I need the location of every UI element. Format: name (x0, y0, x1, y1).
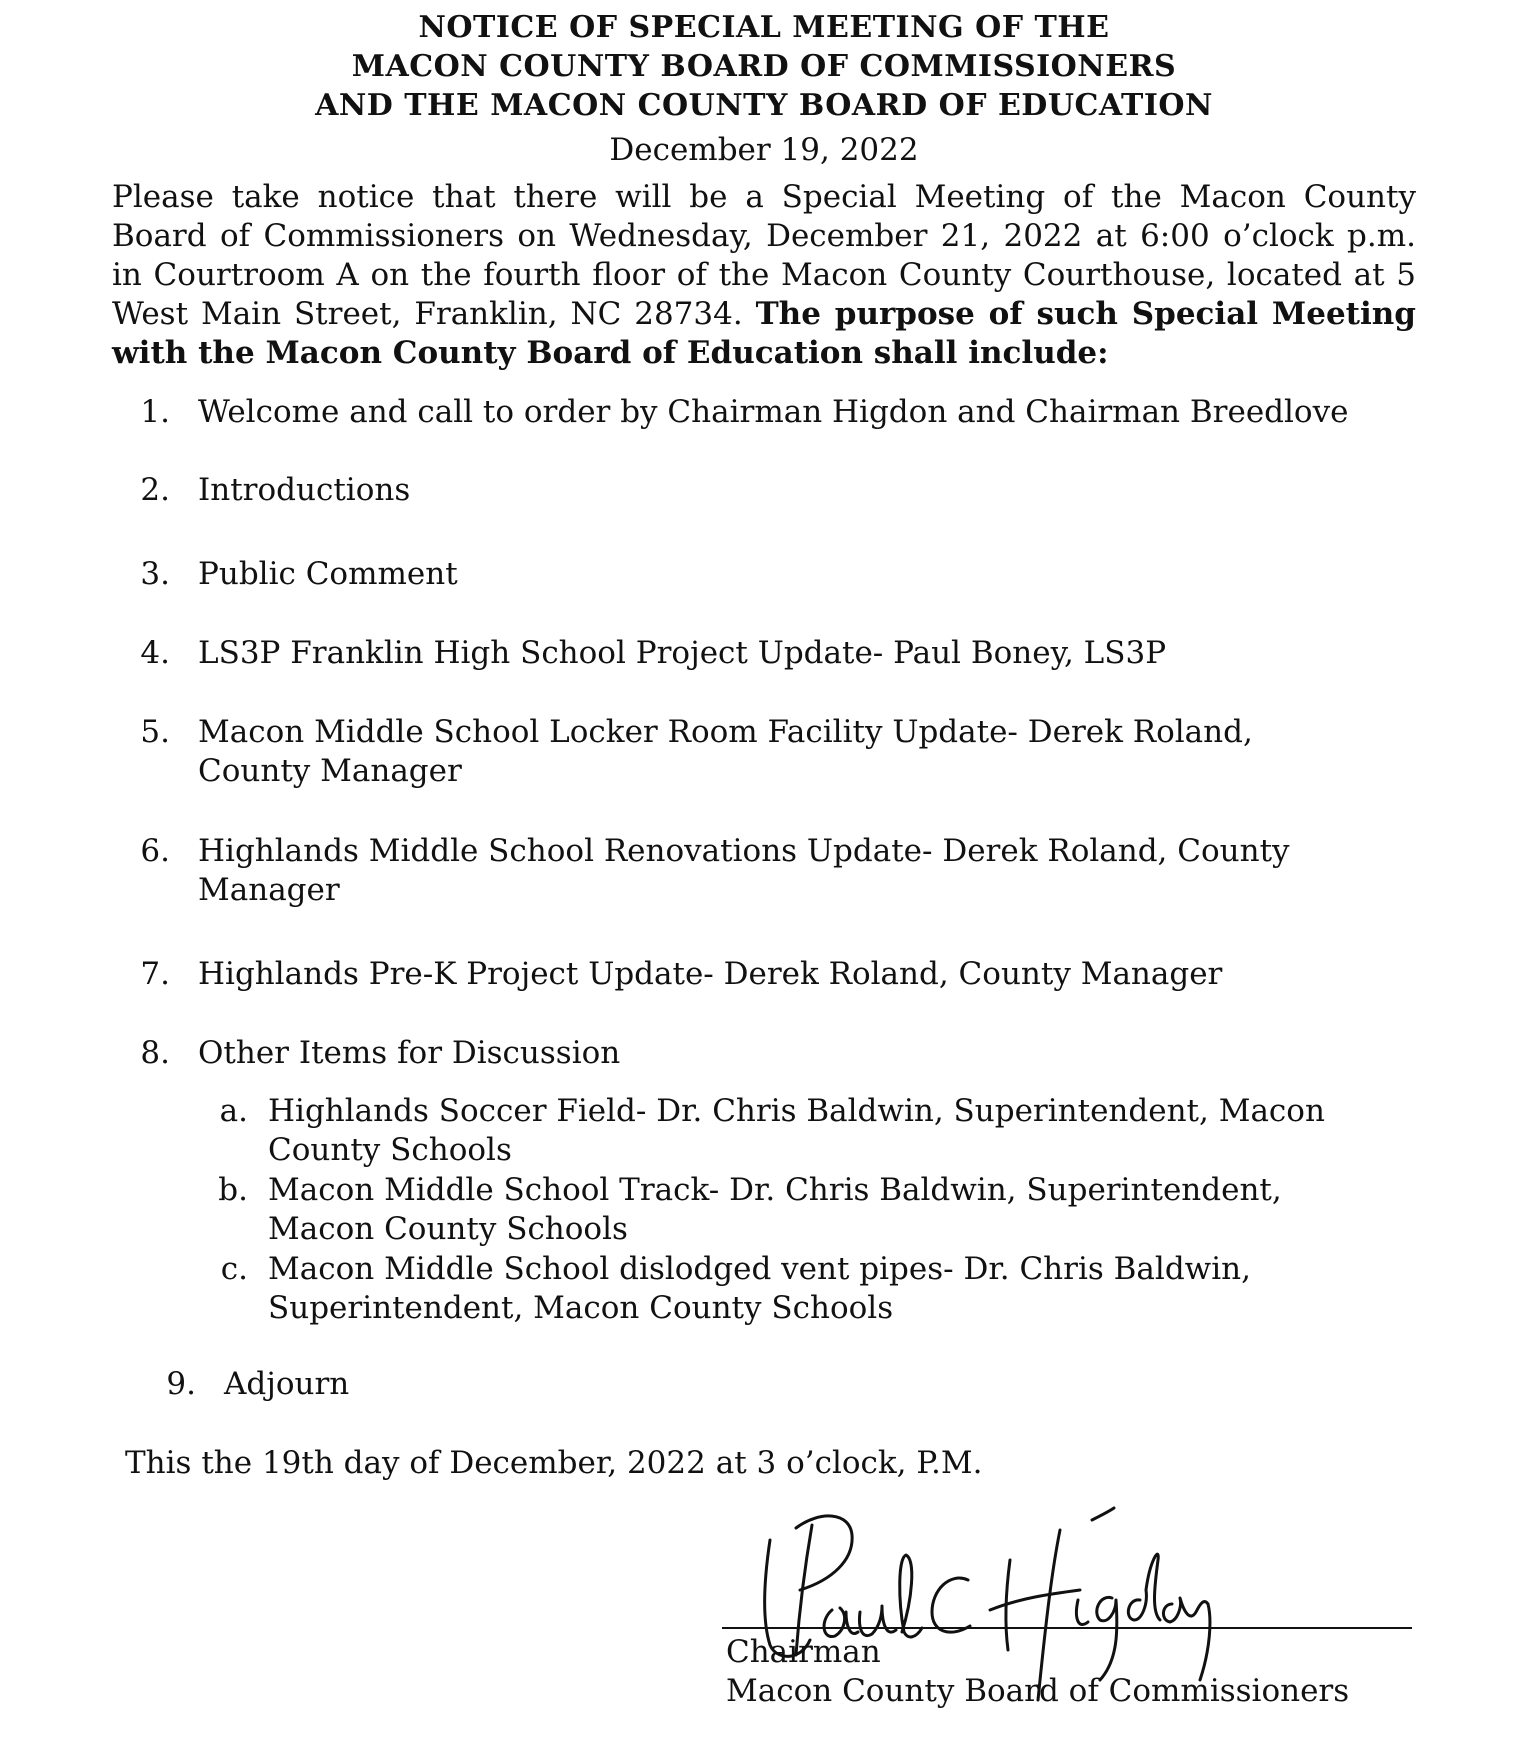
item-number: 9. (166, 1366, 196, 1402)
heading-line-2: MACON COUNTY BOARD OF COMMISSIONERS (351, 49, 1177, 84)
item-text: Public Comment (198, 556, 458, 592)
intro-text: Please take notice that there will be a Special Meeting of the Macon County Board of Commissioners on Wednesday, December 21, 2022 at 6:00 o’clock p.m. in Courtroom A on the fourth floor of the Macon County Courthouse, located at 5 West Main Street, Franklin, NC 28734. (112, 179, 1416, 332)
item-text: Introductions (198, 472, 411, 508)
intro-purpose: The purpose of such Special Meeting with the Macon County Board of Education shall include: (112, 296, 1416, 371)
item-number: 8. (140, 1035, 170, 1071)
sub-item-letter: b. (218, 1172, 248, 1208)
item-text: Macon Middle School Locker Room Facility Update- Derek Roland, (198, 714, 1253, 750)
sub-item-text-continued: County Schools (268, 1132, 512, 1168)
item-number: 1. (140, 394, 170, 430)
heading-line-1: NOTICE OF SPECIAL MEETING OF THE (418, 10, 1110, 45)
closing-statement: This the 19th day of December, 2022 at 3 o’clock, P.M. (125, 1445, 983, 1481)
heading-line-3: AND THE MACON COUNTY BOARD OF EDUCATION (315, 88, 1213, 123)
notice-date: December 19, 2022 (609, 132, 919, 168)
item-number: 5. (140, 714, 170, 750)
item-text: LS3P Franklin High School Project Update- Paul Boney, LS3P (198, 635, 1167, 671)
sub-item-text-continued: Macon County Schools (268, 1211, 628, 1247)
item-number: 2. (140, 472, 170, 508)
sub-item-text: Highlands Soccer Field- Dr. Chris Baldwin, Superintendent, Macon (268, 1093, 1325, 1129)
item-text: Other Items for Discussion (198, 1035, 621, 1071)
sub-item-text: Macon Middle School dislodged vent pipes- Dr. Chris Baldwin, (268, 1251, 1251, 1287)
sub-item-letter: c. (220, 1251, 248, 1287)
item-text: Highlands Middle School Renovations Update- Derek Roland, County (198, 833, 1290, 869)
signature-line (722, 1627, 1412, 1629)
item-text: Welcome and call to order by Chairman Higdon and Chairman Breedlove (198, 394, 1349, 430)
item-text: Adjourn (224, 1366, 350, 1402)
item-number: 6. (140, 833, 170, 869)
item-number: 7. (140, 956, 170, 992)
item-number: 4. (140, 635, 170, 671)
item-text-continued: Manager (198, 872, 340, 908)
sub-item-letter: a. (219, 1093, 248, 1129)
sub-item-text: Macon Middle School Track- Dr. Chris Baldwin, Superintendent, (268, 1172, 1282, 1208)
signer-organization: Macon County Board of Commissioners (726, 1673, 1350, 1709)
signer-title: Chairman (726, 1634, 881, 1670)
item-text: Highlands Pre-K Project Update- Derek Roland, County Manager (198, 956, 1223, 992)
sub-item-text-continued: Superintendent, Macon County Schools (268, 1290, 894, 1326)
item-number: 3. (140, 556, 170, 592)
item-text-continued: County Manager (198, 753, 462, 789)
